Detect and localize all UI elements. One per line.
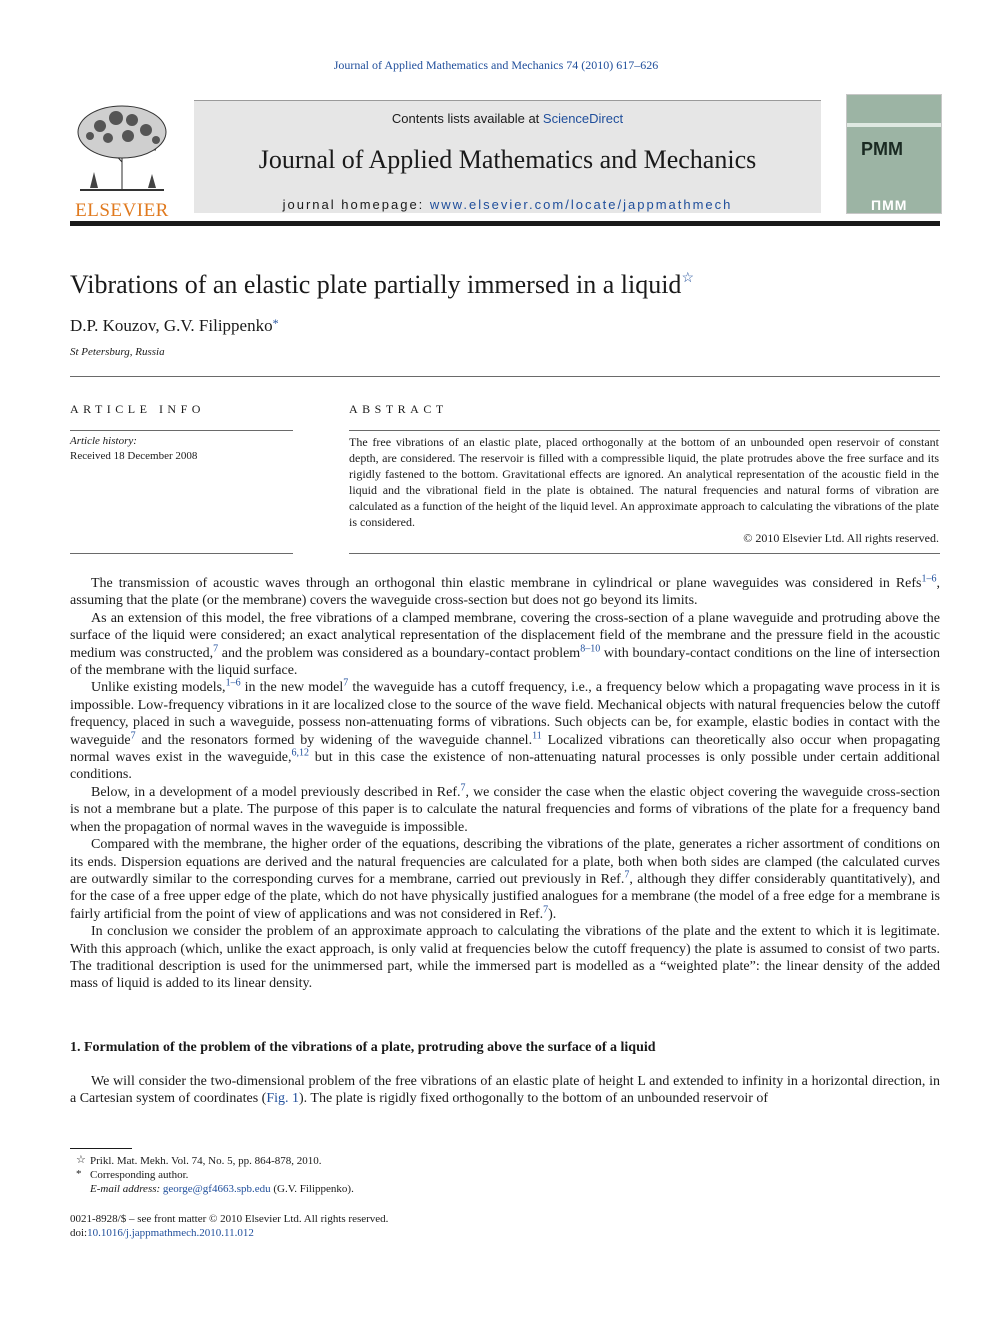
abstract [349, 434, 939, 546]
footnote-rule [70, 1148, 132, 1149]
paragraph [70, 575, 940, 610]
reference-link[interactable]: 6,12 [291, 747, 310, 759]
contents-line [194, 111, 821, 126]
reference-link[interactable]: 1–6 [921, 573, 937, 585]
text-run: , assuming that the plate (or the membrane) covers the waveguide cross-section but does not go beyond its limits. [70, 576, 940, 609]
text-run: with boundary-contact conditions on the line of intersection of the membrane with the liquid surface. [70, 645, 940, 679]
paragraph [70, 1073, 940, 1108]
paragraph: In conclusion we consider the problem of an approximate approach to calculating the vibrations of the plate and the extent to which it is legitimate. With this approach (which, unlike the exact approach, is only valid at frequencies below the cutoff frequency) the plate is assumed to consist of two parts. The traditional description is used for the unimmersed part, while the immersed part is modelled as a “weighted plate”: the linear density of the added mass of liquid is added to its linear density. [70, 924, 940, 992]
text-run: Localized vibrations can theoretically also occur when propagating normal waves exist in the waveguide, [70, 732, 940, 766]
homepage-link[interactable]: www.elsevier.com/locate/jappmathmech [429, 197, 733, 212]
footnote-mark: ☆ [76, 1154, 86, 1166]
divider [349, 553, 940, 554]
article-info-heading: ARTICLE INFO [70, 402, 205, 416]
text-run: As an extension of this model, the free vibrations of a clamped membrane, covering the cross-section of a plane waveguide and protruding above the surface of the liquid were considered; an exact analytical representation of the displacement field of the membrane and the pressure field in the acoustic medium was constructed, [70, 610, 940, 661]
reference-link[interactable]: 7 [130, 730, 136, 741]
reference-link[interactable]: 7 [213, 642, 219, 654]
issn-block [70, 1212, 388, 1240]
text-run: Compared with the membrane, the higher order of the equations, describing the vibrations of the plate, generates a richer assortment of conditions on its ends. Dispersion equations are derived and the natural frequencies are calculated for a plate, both when both sides are clamped (the calculated curves are outwardly similar to the corresponding curves for a membrane, carried out previously in Ref. [70, 837, 940, 887]
journal-banner [194, 100, 821, 213]
history-label: Article history: [70, 435, 137, 447]
text-run: Unlike existing models, [91, 680, 226, 696]
paragraph [70, 679, 940, 783]
reference-link[interactable]: 7 [460, 782, 466, 794]
email-label: E-mail address: [90, 1183, 163, 1195]
divider [70, 376, 940, 377]
doi-link[interactable]: 10.1016/j.jappmathmech.2010.11.012 [87, 1227, 254, 1239]
text-run: ). [548, 906, 557, 922]
elsevier-wordmark: ELSEVIER [75, 200, 169, 221]
text-run: ). The plate is rigidly fixed orthogonally to the bottom of an unbounded reservoir of [299, 1091, 769, 1107]
text-run: the waveguide has a cutoff frequency, i.e., a frequency below which a propagating wave process in it is impossible. Low-frequency vibrations in it are localized close to the source of the wave field. Mechanical objects with natural frequencies below the cutoff frequency, placed in such a waveguide, possess non-attenuating forms of vibrations. Such objects can be, for example, elastic bodies in contact with the waveguide [70, 680, 940, 748]
elsevier-logo [70, 102, 174, 221]
sciencedirect-link[interactable]: ScienceDirect [542, 111, 624, 126]
abstract-text: The free vibrations of an elastic plate, placed orthogonally at the bottom of an unbounded open reservoir of constant depth, are considered. The reservoir is filled with a compressible liquid, the plate protrudes above the free surface and its rigidly fastened to the bottom. Gravitational effects are ignored. An analytical representation of the acoustic field in the liquid and the vibrational field in the plate is obtained. The natural frequencies and natural forms of vibration are calculated as a function of the height of the liquid level. An approximate approach to calculating the vibrations of the plate is considered. [349, 435, 939, 529]
received-date: Received 18 December 2008 [70, 450, 198, 462]
email-link[interactable]: george@gf4663.spb.edu [162, 1183, 271, 1195]
masthead [70, 92, 940, 221]
text-run: and the resonators formed by widening of the waveguide channel. [135, 732, 533, 748]
title-text: Vibrations of an elastic plate partially immersed in a liquid [70, 270, 682, 299]
contents-prefix: Contents lists available at [391, 111, 543, 126]
reference-link[interactable]: 7 [624, 869, 630, 881]
authors [70, 316, 279, 336]
doi-line [70, 1226, 388, 1240]
paragraph [70, 784, 940, 836]
cover-stripe [847, 123, 941, 127]
section-heading: 1. Formulation of the problem of the vibrations of a plate, protruding above the surface of a liquid [70, 1040, 656, 1055]
footnote-mark: * [76, 1168, 82, 1180]
paragraph [70, 836, 940, 923]
footnote-email [70, 1182, 354, 1196]
front-matter-line: 0021-8928/$ – see front matter © 2010 Elsevier Ltd. All rights reserved. [70, 1213, 389, 1225]
email-suffix: (G.V. Filippenko). [270, 1183, 354, 1195]
citation-link[interactable]: Journal of Applied Mathematics and Mechanics 74 (2010) 617–626 [333, 58, 659, 72]
header-rule [70, 221, 940, 226]
elsevier-tree-icon [70, 102, 174, 194]
journal-cover-thumbnail[interactable] [846, 94, 942, 214]
figure-link[interactable]: Fig. 1 [266, 1091, 300, 1107]
title-footnote-mark[interactable]: ☆ [681, 271, 694, 286]
article-title [70, 270, 694, 300]
reference-link[interactable]: 8–10 [580, 642, 601, 654]
paragraph [70, 610, 940, 680]
section-body [70, 1073, 940, 1108]
abstract-heading: ABSTRACT [349, 402, 448, 416]
journal-citation[interactable] [0, 58, 992, 73]
footnotes [70, 1154, 354, 1196]
text-run: Below, in a development of a model previously described in Ref. [91, 784, 461, 800]
reference-link[interactable]: 11 [532, 730, 542, 741]
footnote-corresponding [70, 1168, 354, 1182]
text-run: and the problem was considered as a boundary-contact problem [218, 645, 581, 661]
corresponding-author-mark[interactable]: * [272, 316, 279, 330]
author-names: D.P. Kouzov, G.V. Filippenko [70, 316, 273, 335]
article-history [70, 434, 197, 464]
cover-mark-top: PMM [861, 139, 903, 159]
footnote-text: Corresponding author. [90, 1169, 189, 1181]
abstract-copyright: © 2010 Elsevier Ltd. All rights reserved. [743, 531, 939, 545]
text-run: The transmission of acoustic waves through an orthogonal thin elastic membrane in cylindrical or plane waveguides was considered in Refs [91, 576, 922, 591]
divider [70, 553, 293, 554]
reference-link[interactable]: 1–6 [225, 677, 241, 689]
divider [349, 430, 940, 431]
text-run: We will consider the two-dimensional problem of the free vibrations of an elastic plate of height L and extended to infinity in a horizontal direction, in a Cartesian system of coordinates ( [70, 1074, 940, 1107]
divider [70, 430, 293, 431]
reference-link[interactable]: 7 [343, 677, 349, 689]
text-run: , we consider the case when the elastic object covering the waveguide cross-section is not a membrane but a plate. The purpose of this paper is to calculate the natural frequencies and forms of vibrations of the plate for a frequency band when the propagation of normal waves in the waveguide is impossible. [70, 784, 941, 835]
journal-title: Journal of Applied Mathematics and Mechanics [258, 145, 757, 174]
cover-mark-bottom: ПММ [871, 197, 908, 213]
body-text [70, 575, 940, 993]
homepage-line [194, 197, 821, 212]
footnote-translation [70, 1154, 354, 1168]
reference-link[interactable]: 7 [543, 904, 549, 916]
text-run: but in this case the existence of non-attenuating natural processes is only possible under certain additional conditions. [70, 750, 941, 783]
footnote-text: Prikl. Mat. Mekh. Vol. 74, No. 5, pp. 864-878, 2010. [90, 1155, 322, 1167]
homepage-prefix: journal homepage: [282, 197, 430, 212]
doi-label: doi: [70, 1227, 88, 1239]
affiliation: St Petersburg, Russia [70, 346, 165, 358]
text-run: in the new model [240, 680, 344, 696]
text-run: , although they differ considerably quantitatively), and for the case of a free upper edge of the plate, which do not have physically justified analogues for a membrane (the model of a free edge for a membrane is fairly artificial from the point of view of applications and was not considered in Ref. [70, 871, 940, 922]
